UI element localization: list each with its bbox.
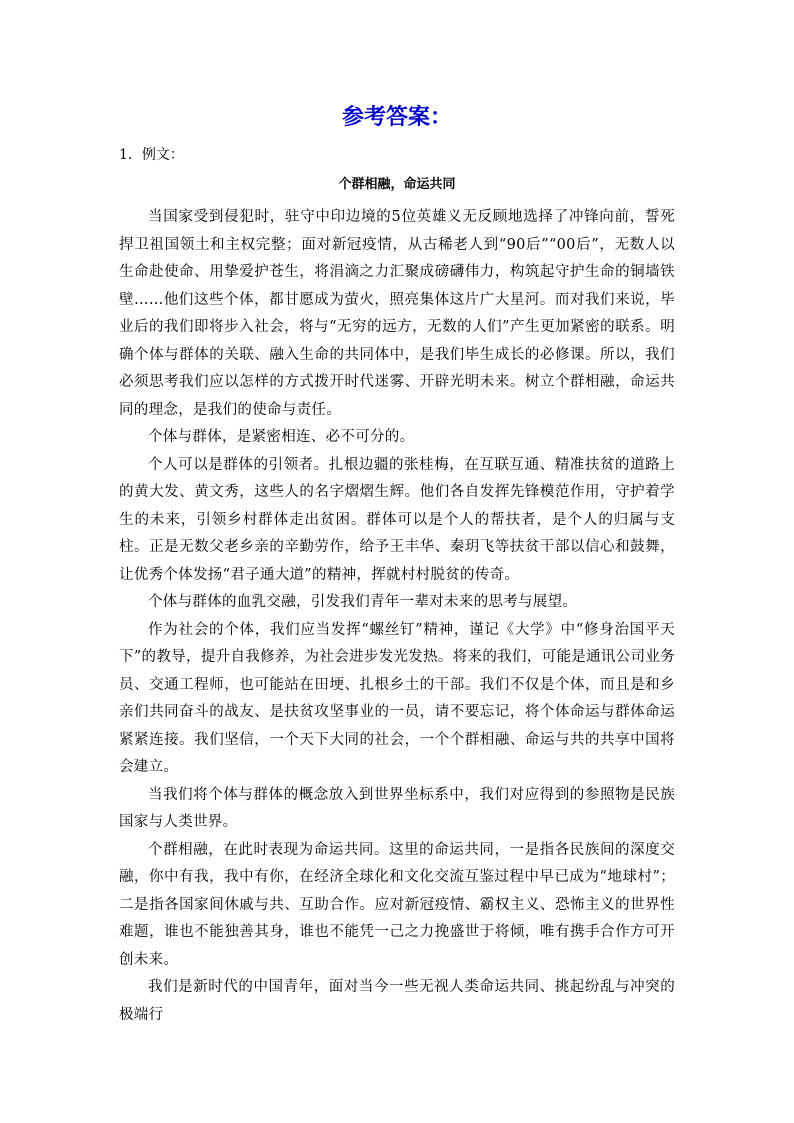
paragraph: 个人可以是群体的引领者。扎根边疆的张桂梅，在互联互通、精准扶贫的道路上的黄大发、黄文秀，这些人的名字熠熠生辉。他们各自发挥先锋模范作用，守护着学生的未来，引领乡村群体走出贫困。群体可以是个人的帮扶者，是个人的归属与支柱。正是无数父老乡亲的辛勤劳作，给予王丰华、秦玥飞等扶贫干部以信心和鼓舞，让优秀个体发扬“君子通大道”的精神，挥就村村脱贫的传奇。 bbox=[119, 456, 675, 583]
paragraph: 个体与群体的血乳交融，引发我们青年一辈对未来的思考与展望。 bbox=[148, 594, 578, 610]
essay-title: 个群相融，命运共同 bbox=[338, 177, 456, 192]
paragraph: 个群相融，在此时表现为命运共同。这里的命运共同，一是指各民族间的深度交融，你中有我，我中有你，在经济全球化和文化交流互鉴过程中早已成为“地球村”；二是指各国家间休戚与共、互助合作。应对新冠疫情、霸权主义、恐怖主义的世界性难题，谁也不能独善其身，谁也不能凭一己之力挽盛世于将倾，唯有携手合作方可开创未来。 bbox=[119, 841, 675, 968]
paragraph: 当我们将个体与群体的概念放入到世界坐标系中，我们对应得到的参照物是民族国家与人类世界。 bbox=[119, 786, 675, 830]
paragraph: 当国家受到侵犯时，驻守中印边境的5位英雄义无反顾地选择了冲锋向前，誓死捍卫祖国领土和主权完整；面对新冠疫情，从古稀老人到“90后”“00后”，无数人以生命赴使命、用挚爱护苍生，将涓滴之力汇聚成磅礴伟力，构筑起守护生命的铜墙铁壁……他们这些个体，都甘愿成为萤火，照亮集体这片广大星河。而对我们来说，毕业后的我们即将步入社会，将与“无穷的远方，无数的人们”产生更加紧密的联系。明确个体与群体的关联、融入生命的共同体中，是我们毕生成长的必修课。所以，我们必须思考我们应以怎样的方式拨开时代迷雾、开辟光明未来。树立个群相融，命运共同的理念，是我们的使命与责任。 bbox=[119, 209, 675, 418]
page-title: 参考答案： bbox=[341, 104, 452, 130]
question-label: 1．例文： bbox=[119, 147, 184, 163]
paragraph: 作为社会的个体，我们应当发挥“螺丝钉”精神，谨记《大学》中“修身治国平天下”的教导，提升自我修养，为社会进步发光发热。将来的我们，可能是通讯公司业务员、交通工程师，也可能站在田埂、扎根乡土的干部。我们不仅是个体，而且是和乡亲们共同奋斗的战友、是扶贫攻坚事业的一员，请不要忘记，将个体命运与群体命运紧紧连接。我们坚信，一个天下大同的社会，一个个群相融、命运与共的共享中国将会建立。 bbox=[119, 621, 675, 775]
paragraph: 个体与群体，是紧密相连、必不可分的。 bbox=[148, 429, 415, 445]
paragraph: 我们是新时代的中国青年，面对当今一些无视人类命运共同、挑起纷乱与冲突的极端行 bbox=[119, 979, 675, 1023]
essay-body bbox=[119, 204, 675, 1029]
